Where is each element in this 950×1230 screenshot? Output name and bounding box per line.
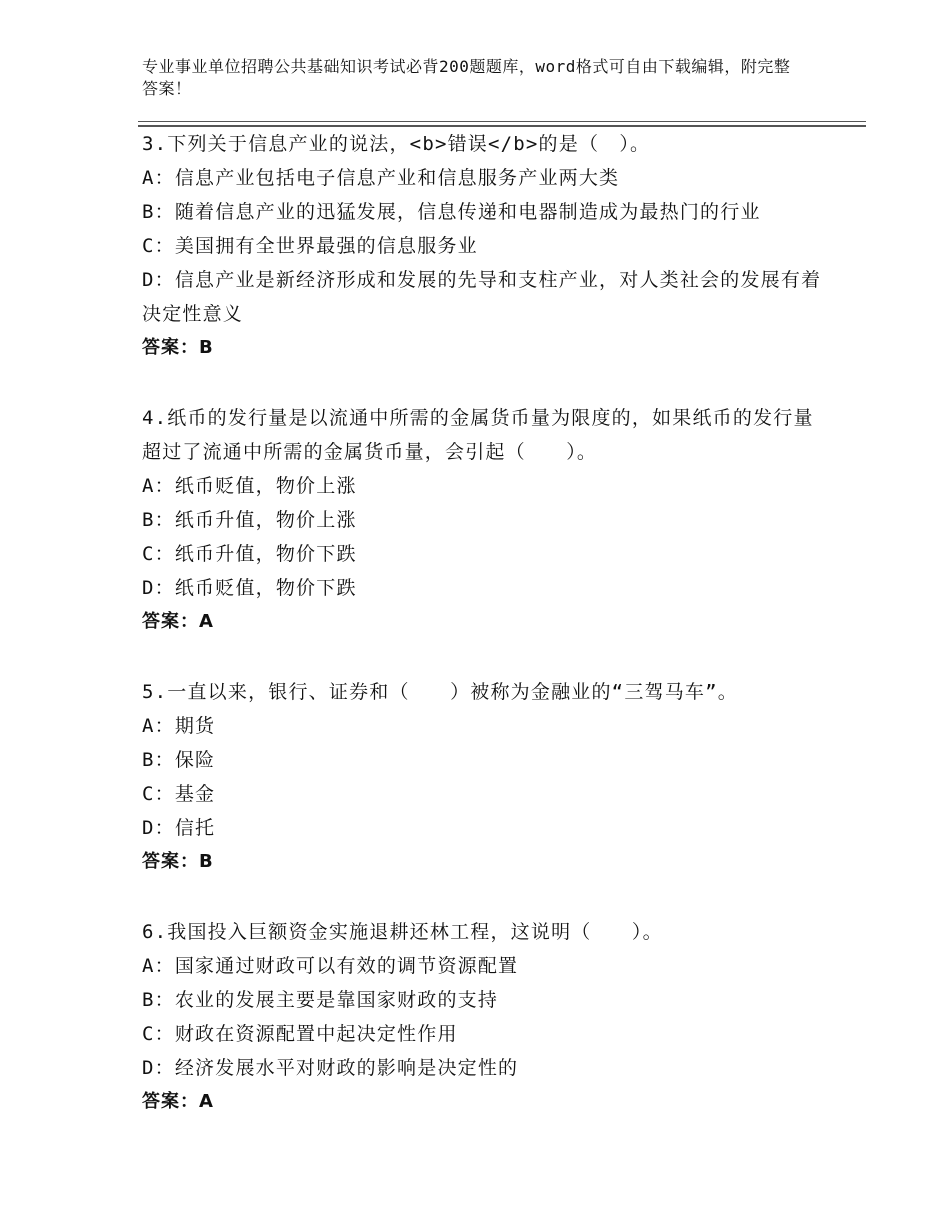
option-a: A：期货 <box>142 715 216 737</box>
question-list <box>142 127 822 1155</box>
document-header <box>142 56 792 100</box>
option-c: C：美国拥有全世界最强的信息服务业 <box>142 235 478 257</box>
question-3 <box>142 127 822 365</box>
header-divider-thin <box>138 121 866 122</box>
option-d: D：经济发展水平对财政的影响是决定性的 <box>142 1057 519 1079</box>
option-c: C：财政在资源配置中起决定性作用 <box>142 1023 458 1045</box>
question-5 <box>142 675 822 879</box>
answer-label: 答案：B <box>142 337 214 358</box>
question-text: 4.纸币的发行量是以流通中所需的金属货币量为限度的，如果纸币的发行量超过了流通中所需的金属货币量，会引起（ ）。 <box>142 407 814 463</box>
question-text: 5.一直以来，银行、证券和（ ）被称为金融业的“三驾马车”。 <box>142 681 738 703</box>
option-d: D：信息产业是新经济形成和发展的先导和支柱产业，对人类社会的发展有着决定性意义 <box>142 269 822 325</box>
option-d: D：信托 <box>142 817 216 839</box>
answer-label: 答案：A <box>142 1091 214 1112</box>
option-b: B：农业的发展主要是靠国家财政的支持 <box>142 989 499 1011</box>
option-b: B：纸币升值，物价上涨 <box>142 509 357 531</box>
question-6 <box>142 915 822 1119</box>
option-a: A：信息产业包括电子信息产业和信息服务产业两大类 <box>142 167 620 189</box>
option-a: A：国家通过财政可以有效的调节资源配置 <box>142 955 519 977</box>
option-c: C：纸币升值，物价下跌 <box>142 543 357 565</box>
option-c: C：基金 <box>142 783 216 805</box>
question-text: 6.我国投入巨额资金实施退耕还林工程，这说明（ ）。 <box>142 921 663 943</box>
option-b: B：随着信息产业的迅猛发展，信息传递和电器制造成为最热门的行业 <box>142 201 761 223</box>
option-b: B：保险 <box>142 749 216 771</box>
header-title: 专业事业单位招聘公共基础知识考试必背200题题库，word格式可自由下载编辑，附完整答案！ <box>142 57 791 98</box>
question-text: 3.下列关于信息产业的说法，<b>错误</b>的是（ ）。 <box>142 133 651 155</box>
option-a: A：纸币贬值，物价上涨 <box>142 475 357 497</box>
option-d: D：纸币贬值，物价下跌 <box>142 577 357 599</box>
question-4 <box>142 401 822 639</box>
answer-label: 答案：A <box>142 611 214 632</box>
answer-label: 答案：B <box>142 851 214 872</box>
